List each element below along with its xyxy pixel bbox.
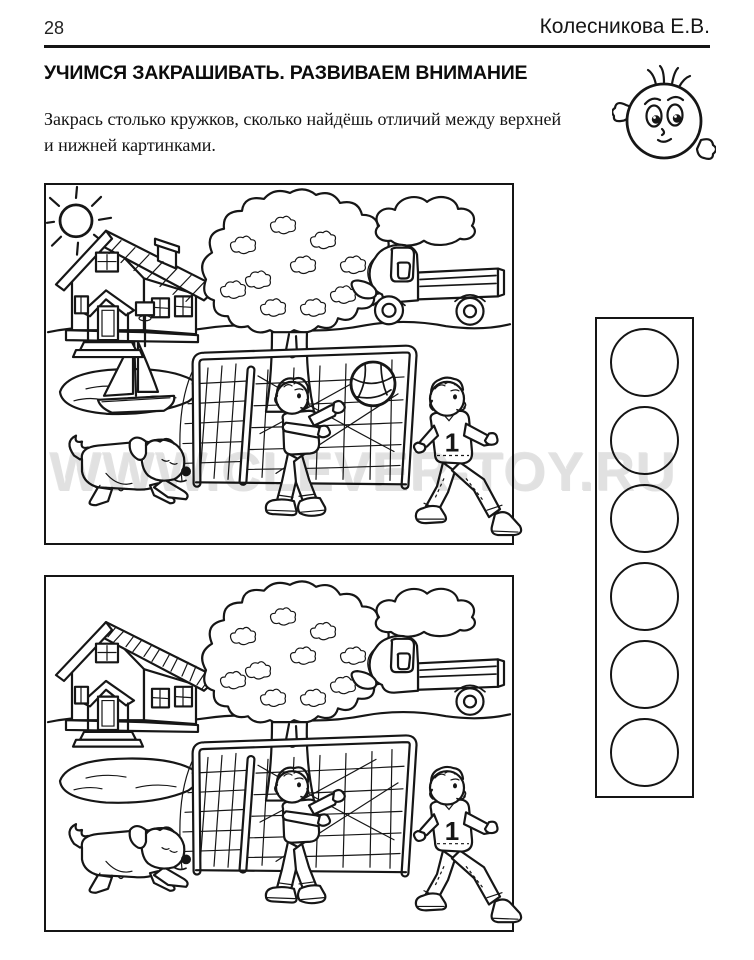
upper-picture [44,183,514,545]
answer-circle[interactable] [610,562,679,631]
pond-icon [60,759,198,803]
house-no-chimney-icon [56,622,218,747]
page-title: УЧИМСЯ ЗАКРАШИВАТЬ. РАЗВИВАЕМ ВНИМАНИЕ [44,62,528,84]
watermark: WWW.CLEVER-TOY.RU [50,441,678,503]
answer-circle[interactable] [610,718,679,787]
house-with-chimney-icon [56,231,218,357]
answer-circle[interactable] [610,328,679,397]
instruction-text [44,106,624,158]
header-divider [44,45,710,48]
answer-circle[interactable] [610,484,679,553]
volleyball-icon [351,362,395,406]
instruction-line-2: и нижней картинками. [44,135,216,156]
instruction-line-1: Закрась столько кружков, сколько найдёшь отличий между верхней [44,109,562,129]
dog-icon [69,824,191,893]
running-boy-icon [414,378,521,535]
answer-circle[interactable] [610,406,679,475]
lower-picture [44,575,514,932]
answer-circles [595,317,694,798]
page-number: 28 [44,18,65,38]
cloud-icon [376,589,475,637]
dog-icon [69,436,191,506]
running-boy-icon [414,767,521,922]
answer-circle[interactable] [610,640,679,709]
mascot-face-icon [612,58,716,170]
cloud-icon [376,197,475,246]
author-name: Колесникова Е.В. [539,15,710,38]
